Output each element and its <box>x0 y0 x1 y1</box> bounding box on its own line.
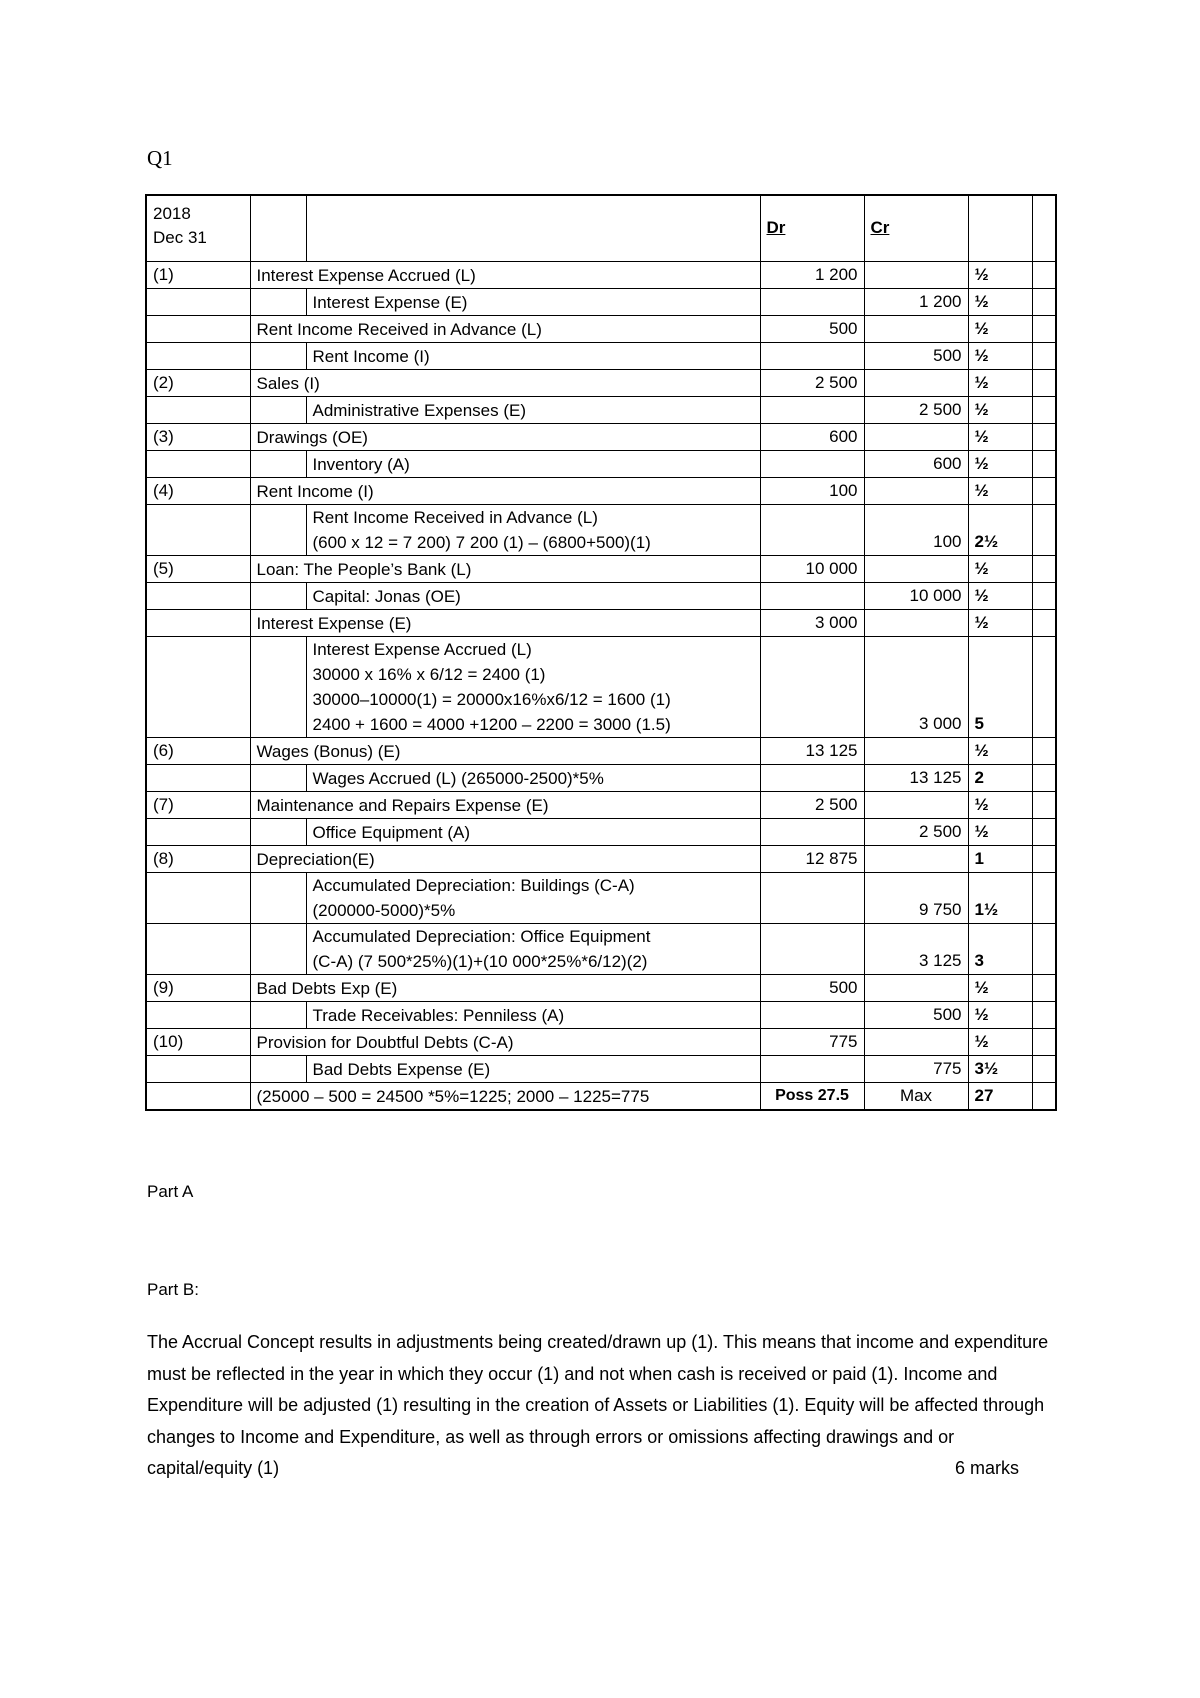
debit-amount: 500 <box>760 974 864 1001</box>
account-description <box>306 582 760 609</box>
debit-amount <box>760 504 864 555</box>
entry-ref <box>146 923 250 974</box>
entry-ref: (5) <box>146 555 250 582</box>
account-description <box>250 477 760 504</box>
journal-table <box>145 194 1057 1111</box>
account-description <box>250 369 760 396</box>
table-row <box>146 974 1056 1001</box>
description-line: Drawings (OE) <box>256 427 368 447</box>
extra-cell <box>1032 1001 1056 1028</box>
extra-cell <box>1032 288 1056 315</box>
debit-amount: 13 125 <box>760 737 864 764</box>
description-line: 30000 x 16% x 6/12 = 2400 (1) <box>312 664 546 684</box>
marks-value: ½ <box>968 315 1032 342</box>
debit-amount: 2 500 <box>760 369 864 396</box>
part-b-marks: 6 marks <box>955 1458 1020 1478</box>
part-b-answer: The Accrual Concept results in adjustments being created/drawn up (1). This means that income and expenditure must be reflected in the year in which they occur (1) and not when cash is received or paid (1). Income and Expenditure will be adjusted (1) resulting in the creation of Assets or Liabilities (1). Equity will be affected through changes to Income and Expenditure, as well as through errors or omissions affecting drawings and or capital/equity (1) <box>147 1332 1049 1478</box>
entry-ref: (3) <box>146 423 250 450</box>
entry-ref: (9) <box>146 974 250 1001</box>
debit-amount <box>760 288 864 315</box>
credit-amount <box>864 791 968 818</box>
entry-ref <box>146 450 250 477</box>
account-description <box>306 396 760 423</box>
extra-cell <box>1032 582 1056 609</box>
description-line: Rent Income Received in Advance (L) <box>256 319 542 339</box>
description-line: Rent Income Received in Advance (L) <box>312 507 598 527</box>
description-line: Bad Debts Expense (E) <box>312 1059 491 1079</box>
description-line: Interest Expense (E) <box>256 613 412 633</box>
entry-ref <box>146 315 250 342</box>
credit-amount <box>864 845 968 872</box>
extra-cell <box>1032 636 1056 737</box>
debit-amount <box>760 872 864 923</box>
description-line: Wages Accrued (L) (265000-2500)*5% <box>312 768 604 788</box>
table-row <box>146 1082 1056 1110</box>
extra-cell <box>1032 818 1056 845</box>
marks-value: ½ <box>968 261 1032 288</box>
indent-spacer <box>250 1001 306 1028</box>
table-row <box>146 396 1056 423</box>
extra-cell <box>1032 342 1056 369</box>
account-description <box>250 315 760 342</box>
extra-cell <box>1032 845 1056 872</box>
marks-value: 2½ <box>968 504 1032 555</box>
description-line: Rent Income (I) <box>256 481 374 501</box>
debit-amount: 2 500 <box>760 791 864 818</box>
account-description <box>306 1055 760 1082</box>
description-header-cell <box>306 195 760 261</box>
question-label: Q1 <box>147 146 173 170</box>
account-description <box>306 504 760 555</box>
indent-header-cell <box>250 195 306 261</box>
indent-spacer <box>250 288 306 315</box>
indent-spacer <box>250 1055 306 1082</box>
marks-value: ½ <box>968 974 1032 1001</box>
description-line: Depreciation(E) <box>256 849 375 869</box>
credit-amount: 3 000 <box>864 636 968 737</box>
description-line: Accumulated Depreciation: Office Equipment <box>312 926 651 946</box>
entry-ref <box>146 636 250 737</box>
debit-amount: Poss 27.5 <box>760 1082 864 1110</box>
description-line: 30000–10000(1) = 20000x16%x6/12 = 1600 (1) <box>312 689 671 709</box>
extra-cell <box>1032 261 1056 288</box>
credit-amount: 600 <box>864 450 968 477</box>
extra-cell <box>1032 1055 1056 1082</box>
debit-amount <box>760 396 864 423</box>
extra-cell <box>1032 396 1056 423</box>
credit-amount <box>864 477 968 504</box>
entry-ref: (10) <box>146 1028 250 1055</box>
entry-ref <box>146 342 250 369</box>
extra-cell <box>1032 974 1056 1001</box>
description-line: Bad Debts Exp (E) <box>256 978 398 998</box>
credit-amount: 9 750 <box>864 872 968 923</box>
account-description <box>306 342 760 369</box>
indent-spacer <box>250 872 306 923</box>
description-line: (25000 – 500 = 24500 *5%=1225; 2000 – 1225=775 <box>256 1086 650 1106</box>
debit-amount: 10 000 <box>760 555 864 582</box>
description-line: Office Equipment (A) <box>312 822 470 842</box>
description-line: Rent Income (I) <box>312 346 430 366</box>
account-description <box>306 1001 760 1028</box>
table-row <box>146 1055 1056 1082</box>
marks-value: ½ <box>968 791 1032 818</box>
marks-value: 2 <box>968 764 1032 791</box>
account-description <box>250 609 760 636</box>
table-row <box>146 477 1056 504</box>
extra-cell <box>1032 923 1056 974</box>
extra-cell <box>1032 872 1056 923</box>
credit-amount: 500 <box>864 1001 968 1028</box>
date-year: 2018 <box>153 204 191 223</box>
marks-value: ½ <box>968 818 1032 845</box>
credit-amount: Max <box>864 1082 968 1110</box>
table-row <box>146 845 1056 872</box>
entry-ref <box>146 1055 250 1082</box>
extra-cell <box>1032 764 1056 791</box>
description-line: Maintenance and Repairs Expense (E) <box>256 795 549 815</box>
description-line: (C-A) (7 500*25%)(1)+(10 000*25%*6/12)(2) <box>312 951 648 971</box>
debit-amount <box>760 1055 864 1082</box>
account-description <box>250 1082 760 1110</box>
table-row <box>146 261 1056 288</box>
marks-value: ½ <box>968 477 1032 504</box>
debit-amount <box>760 342 864 369</box>
debit-amount <box>760 818 864 845</box>
credit-amount <box>864 423 968 450</box>
description-line: Provision for Doubtful Debts (C-A) <box>256 1032 514 1052</box>
table-row <box>146 423 1056 450</box>
table-row <box>146 764 1056 791</box>
debit-amount <box>760 582 864 609</box>
debit-amount <box>760 636 864 737</box>
description-line: Administrative Expenses (E) <box>312 400 527 420</box>
dr-label: Dr <box>766 218 786 238</box>
account-description <box>306 764 760 791</box>
marks-value: ½ <box>968 423 1032 450</box>
indent-spacer <box>250 582 306 609</box>
marks-value: ½ <box>968 450 1032 477</box>
description-line: Trade Receivables: Penniless (A) <box>312 1005 565 1025</box>
table-row <box>146 582 1056 609</box>
marks-value: ½ <box>968 582 1032 609</box>
description-line: Inventory (A) <box>312 454 410 474</box>
entry-ref <box>146 764 250 791</box>
marks-value: ½ <box>968 609 1032 636</box>
extra-cell <box>1032 369 1056 396</box>
extra-cell <box>1032 423 1056 450</box>
entry-ref <box>146 872 250 923</box>
debit-amount: 3 000 <box>760 609 864 636</box>
indent-spacer <box>250 450 306 477</box>
part-a-label: Part A <box>147 1182 194 1201</box>
marks-value: 5 <box>968 636 1032 737</box>
marks-value: 1½ <box>968 872 1032 923</box>
table-row <box>146 609 1056 636</box>
description-line: Interest Expense Accrued (L) <box>256 265 476 285</box>
description-line: (600 x 12 = 7 200) 7 200 (1) – (6800+500)(1) <box>312 532 651 552</box>
marks-value: 27 <box>968 1082 1032 1110</box>
credit-amount <box>864 555 968 582</box>
credit-amount: 13 125 <box>864 764 968 791</box>
indent-spacer <box>250 923 306 974</box>
account-description <box>306 923 760 974</box>
marks-value: ½ <box>968 1028 1032 1055</box>
table-row <box>146 923 1056 974</box>
table-row <box>146 818 1056 845</box>
indent-spacer <box>250 764 306 791</box>
table-row <box>146 288 1056 315</box>
account-description <box>306 636 760 737</box>
indent-spacer <box>250 636 306 737</box>
marks-value: ½ <box>968 555 1032 582</box>
extra-cell <box>1032 315 1056 342</box>
table-header-row <box>146 195 1056 261</box>
credit-amount: 2 500 <box>864 396 968 423</box>
entry-ref: (8) <box>146 845 250 872</box>
entry-ref <box>146 1001 250 1028</box>
indent-spacer <box>250 504 306 555</box>
extra-cell <box>1032 609 1056 636</box>
credit-amount: 100 <box>864 504 968 555</box>
account-description <box>250 1028 760 1055</box>
credit-amount <box>864 315 968 342</box>
entry-ref <box>146 609 250 636</box>
table-row <box>146 1028 1056 1055</box>
entry-ref <box>146 396 250 423</box>
indent-spacer <box>250 818 306 845</box>
extra-cell <box>1032 1028 1056 1055</box>
credit-amount: 775 <box>864 1055 968 1082</box>
date-header <box>146 195 250 261</box>
account-description <box>306 288 760 315</box>
entry-ref <box>146 582 250 609</box>
table-row <box>146 450 1056 477</box>
description-line: Accumulated Depreciation: Buildings (C-A) <box>312 875 635 895</box>
description-line: (200000-5000)*5% <box>312 900 456 920</box>
description-line: Wages (Bonus) (E) <box>256 741 401 761</box>
table-row <box>146 315 1056 342</box>
extra-cell <box>1032 1082 1056 1110</box>
account-description <box>250 845 760 872</box>
entry-ref: (1) <box>146 261 250 288</box>
debit-amount: 12 875 <box>760 845 864 872</box>
date-day: Dec 31 <box>153 228 207 247</box>
account-description <box>250 737 760 764</box>
cr-label: Cr <box>870 218 890 238</box>
debit-amount: 600 <box>760 423 864 450</box>
credit-amount <box>864 1028 968 1055</box>
marks-value: ½ <box>968 737 1032 764</box>
credit-amount <box>864 261 968 288</box>
entry-ref <box>146 504 250 555</box>
credit-amount: 10 000 <box>864 582 968 609</box>
credit-amount: 3 125 <box>864 923 968 974</box>
description-line: Sales (I) <box>256 373 320 393</box>
cr-header <box>864 195 968 261</box>
debit-amount <box>760 1001 864 1028</box>
description-line: Interest Expense Accrued (L) <box>312 639 532 659</box>
table-row <box>146 504 1056 555</box>
account-description <box>250 791 760 818</box>
extra-cell <box>1032 791 1056 818</box>
marks-header-cell <box>968 195 1032 261</box>
debit-amount <box>760 450 864 477</box>
table-row <box>146 737 1056 764</box>
account-description <box>306 818 760 845</box>
extra-cell <box>1032 555 1056 582</box>
description-line: Loan: The People’s Bank (L) <box>256 559 472 579</box>
table-row <box>146 1001 1056 1028</box>
account-description <box>306 450 760 477</box>
entry-ref: (7) <box>146 791 250 818</box>
credit-amount <box>864 609 968 636</box>
extra-cell <box>1032 504 1056 555</box>
description-line: 2400 + 1600 = 4000 +1200 – 2200 = 3000 (1.5) <box>312 714 671 734</box>
entry-ref <box>146 818 250 845</box>
entry-ref <box>146 288 250 315</box>
credit-amount <box>864 369 968 396</box>
dr-header <box>760 195 864 261</box>
table-row <box>146 872 1056 923</box>
account-description <box>250 555 760 582</box>
indent-spacer <box>250 396 306 423</box>
entry-ref: (6) <box>146 737 250 764</box>
part-b-label: Part B: <box>147 1280 199 1299</box>
credit-amount <box>864 737 968 764</box>
entry-ref: (4) <box>146 477 250 504</box>
table-row <box>146 791 1056 818</box>
account-description <box>306 872 760 923</box>
table-row <box>146 636 1056 737</box>
description-line: Capital: Jonas (OE) <box>312 586 461 606</box>
credit-amount: 2 500 <box>864 818 968 845</box>
extra-cell <box>1032 477 1056 504</box>
extra-cell <box>1032 737 1056 764</box>
credit-amount <box>864 974 968 1001</box>
table-row <box>146 369 1056 396</box>
extra-cell <box>1032 450 1056 477</box>
entry-ref: (2) <box>146 369 250 396</box>
table-row <box>146 342 1056 369</box>
credit-amount: 500 <box>864 342 968 369</box>
marks-value: ½ <box>968 369 1032 396</box>
debit-amount: 775 <box>760 1028 864 1055</box>
indent-spacer <box>250 342 306 369</box>
marks-value: ½ <box>968 288 1032 315</box>
account-description <box>250 423 760 450</box>
marks-value: ½ <box>968 396 1032 423</box>
debit-amount: 1 200 <box>760 261 864 288</box>
description-line: Interest Expense (E) <box>312 292 468 312</box>
extra-header-cell <box>1032 195 1056 261</box>
credit-amount: 1 200 <box>864 288 968 315</box>
debit-amount: 100 <box>760 477 864 504</box>
marks-value: 1 <box>968 845 1032 872</box>
debit-amount <box>760 923 864 974</box>
debit-amount <box>760 764 864 791</box>
account-description <box>250 261 760 288</box>
account-description <box>250 974 760 1001</box>
marks-value: ½ <box>968 1001 1032 1028</box>
table-row <box>146 555 1056 582</box>
marks-value: 3 <box>968 923 1032 974</box>
marks-value: ½ <box>968 342 1032 369</box>
marks-value: 3½ <box>968 1055 1032 1082</box>
debit-amount: 500 <box>760 315 864 342</box>
entry-ref <box>146 1082 250 1110</box>
